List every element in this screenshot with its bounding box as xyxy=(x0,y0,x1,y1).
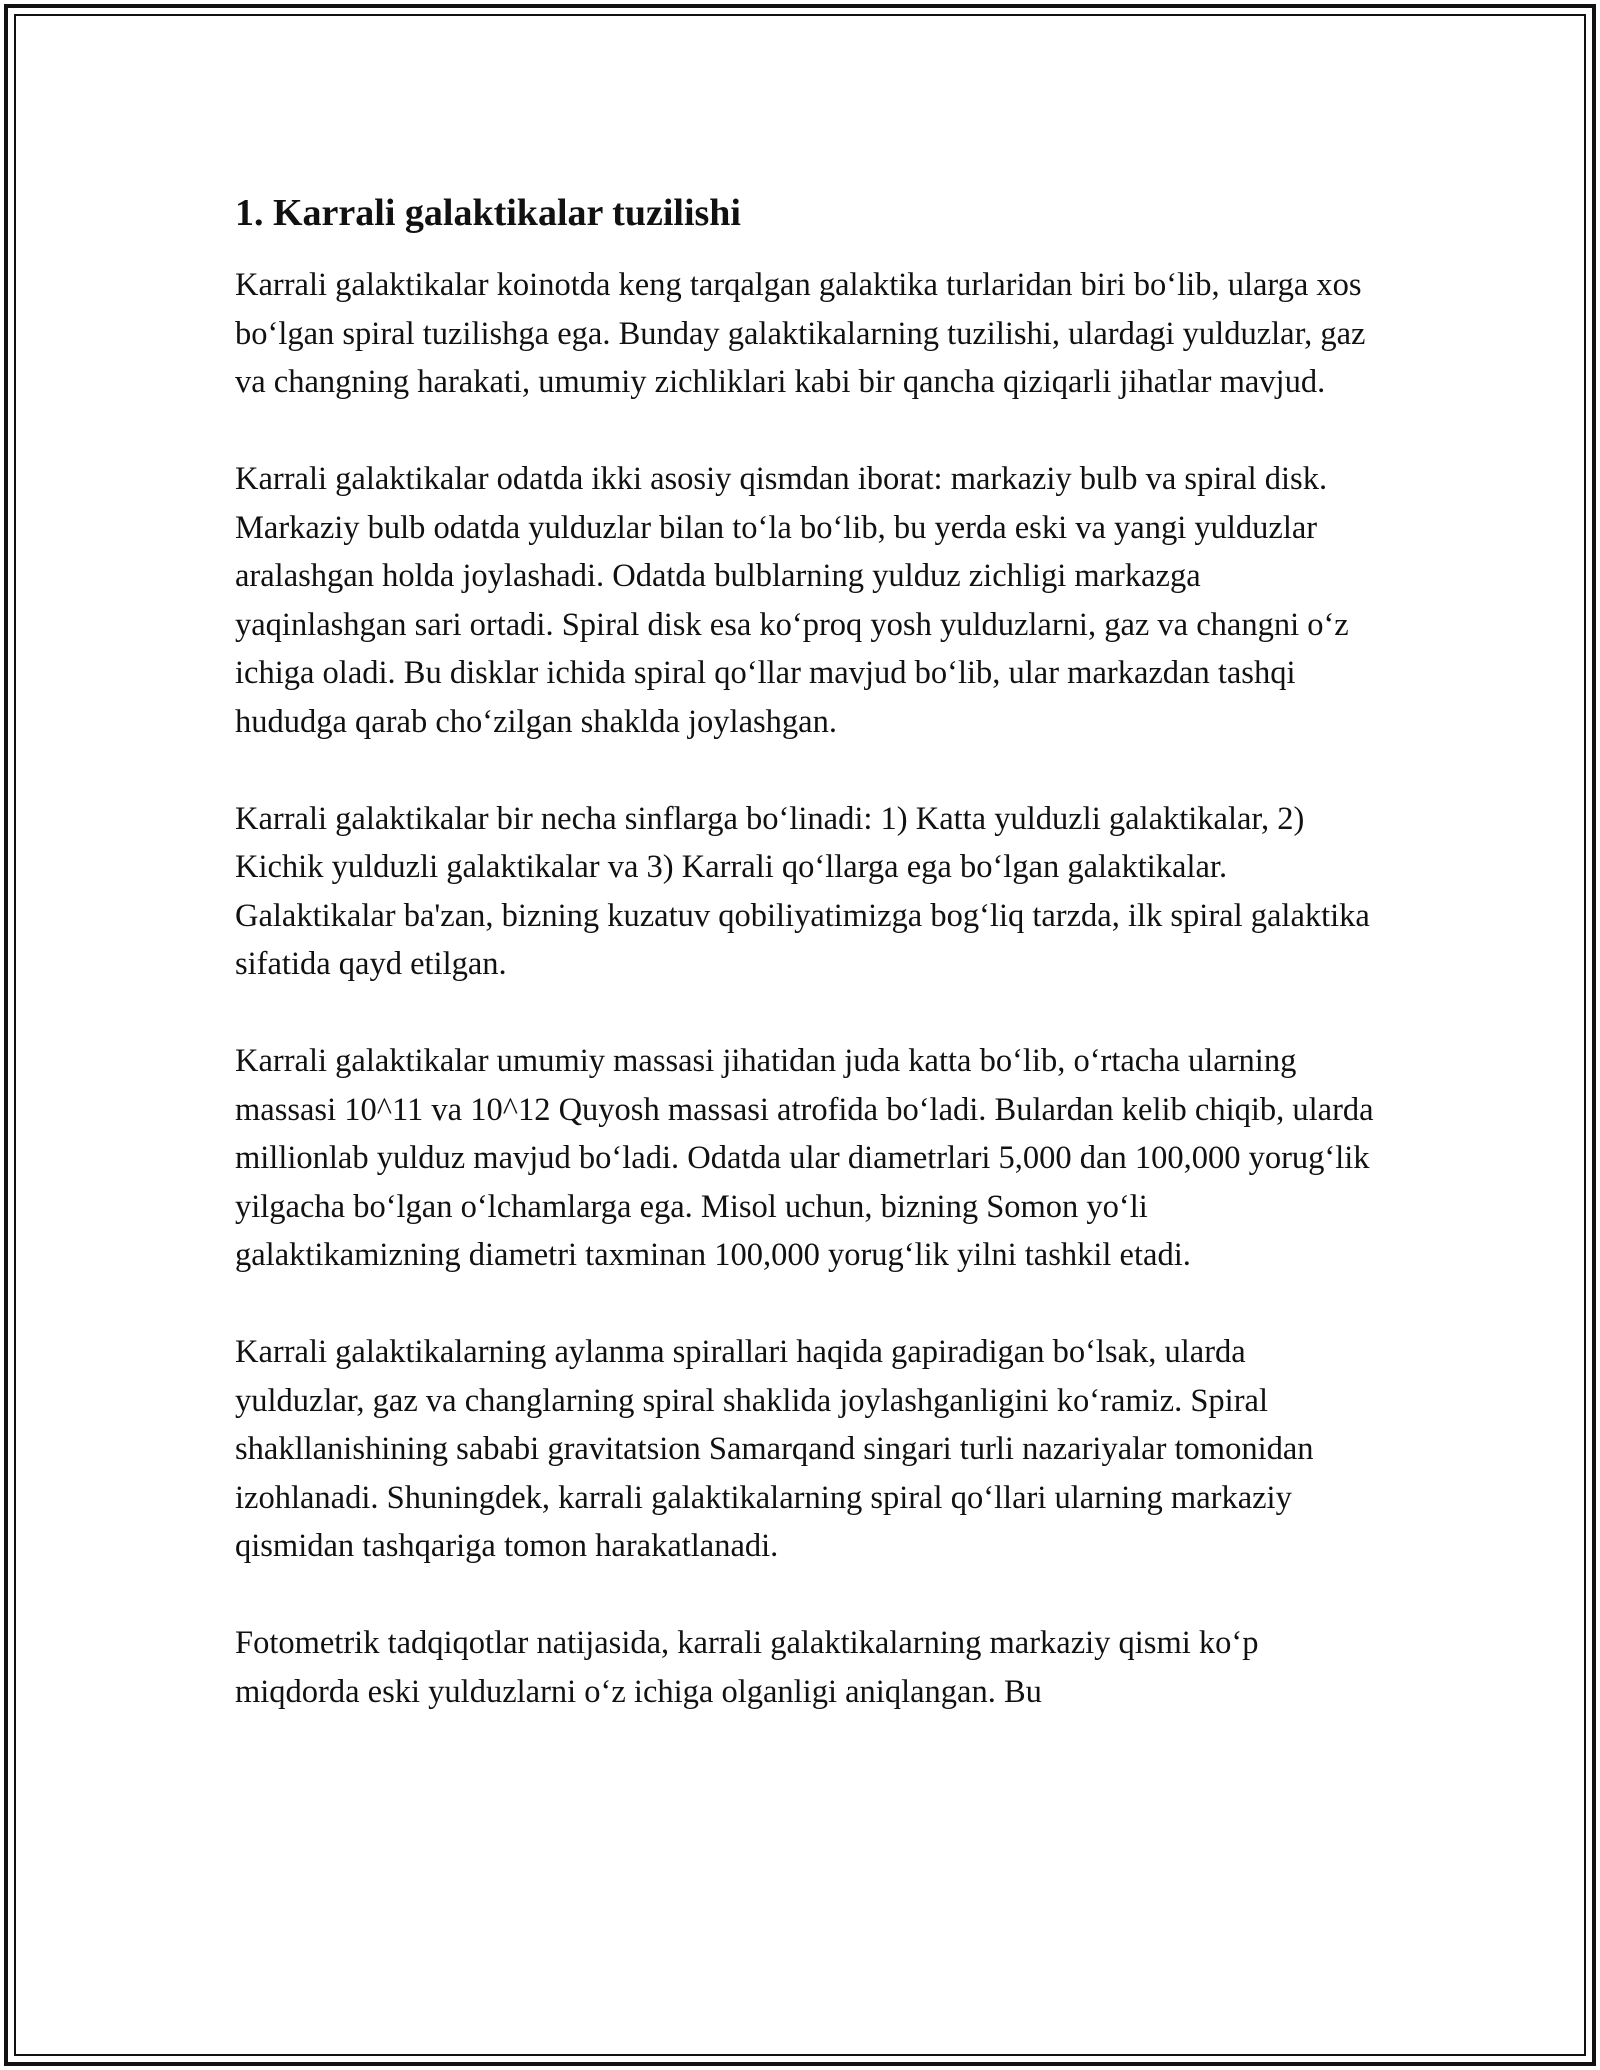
paragraph-3: Karrali galaktikalar bir necha sinflarga bo‘linadi: 1) Katta yulduzli galaktikalar, 2) Kichik yulduzli galaktikalar va 3) Karrali qo‘llarga ega bo‘lgan galaktikalar. Galaktikalar ba'zan, bizning kuzatuv qobiliyatimizga bog‘liq tarzda, ilk spiral galaktika sifatida qayd etilgan. xyxy=(235,800,1370,982)
paragraph-4: Karrali galaktikalar umumiy massasi jihatidan juda katta bo‘lib, o‘rtacha ularning massasi 10^11 va 10^12 Quyosh massasi atrofida bo‘ladi. Bulardan kelib chiqib, ularda millionlab yulduz mavjud bo‘ladi. Odatda ular diametrlari 5,000 dan 100,000 yorug‘lik yilgacha bo‘lgan o‘lchamlarga ega. Misol uchun, bizning Somon yo‘li galaktikamizning diametri taxminan 100,000 yorug‘lik yilni tashkil etadi. xyxy=(235,1043,1374,1273)
paragraph-6: Fotometrik tadqiqotlar natijasida, karrali galaktikalarning markaziy qismi ko‘p miqdorda eski yulduzlarni o‘z ichiga olganligi aniqlangan. Bu xyxy=(235,1625,1259,1710)
paragraph-5: Karrali galaktikalarning aylanma spirallari haqida gapiradigan bo‘lsak, ularda yulduzlar, gaz va changlarning spiral shaklida joylashganligini ko‘ramiz. Spiral shakllanishining sababi gravitatsion Samarqand singari turli nazariyalar tomonidan izohlanadi. Shuningdek, karrali galaktikalarning spiral qo‘llari ularning markaziy qismidan tashqariga tomon harakatlanadi. xyxy=(235,1334,1314,1564)
paragraph-2: Karrali galaktikalar odatda ikki asosiy qismdan iborat: markaziy bulb va spiral disk. Markaziy bulb odatda yulduzlar bilan to‘la bo‘lib, bu yerda eski va yangi yulduzlar aralashgan holda joylashadi. Odatda bulblarning yulduz zichligi markazga yaqinlashgan sari ortadi. Spiral disk esa ko‘proq yosh yulduzlarni, gaz va changni o‘z ichiga oladi. Bu disklar ichida spiral qo‘llar mavjud bo‘lib, ular markazdan tashqi hududga qarab cho‘zilgan shaklda joylashgan. xyxy=(235,461,1349,740)
section-heading: 1. Karrali galaktikalar tuzilishi xyxy=(235,192,741,234)
document-body xyxy=(235,185,1375,1765)
paragraph-1: Karrali galaktikalar koinotda keng tarqalgan galaktika turlaridan biri bo‘lib, ularga xos bo‘lgan spiral tuzilishga ega. Bunday galaktikalarning tuzilishi, ulardagi yulduzlar, gaz va changning harakati, umumiy zichliklari kabi bir qancha qiziqarli jihatlar mavjud. xyxy=(235,267,1366,400)
